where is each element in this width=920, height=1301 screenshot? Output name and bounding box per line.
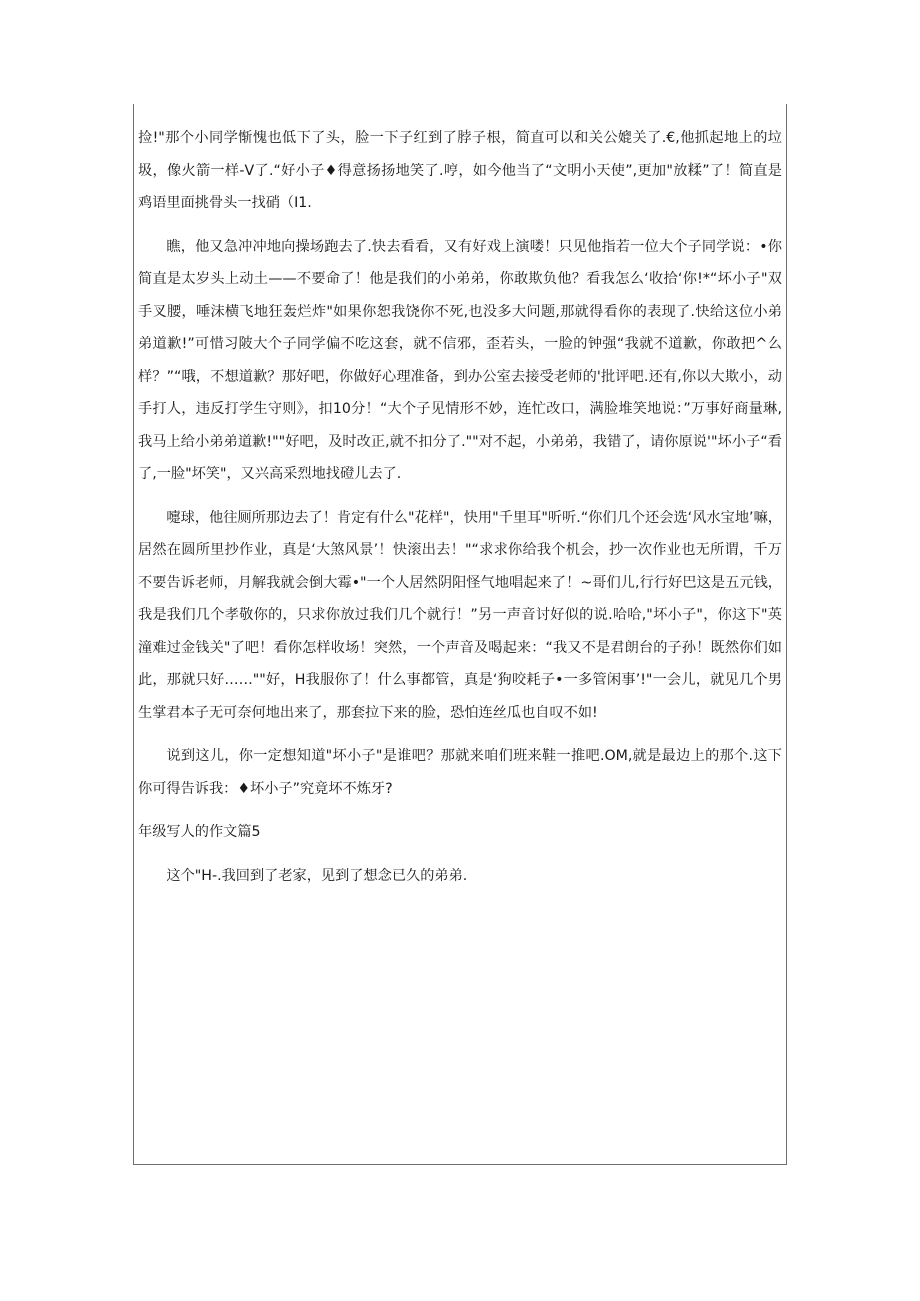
document-body	[138, 122, 782, 892]
paragraph-2: 瞧，他又急冲冲地向操场跑去了.快去看看，又有好戏上演喽！只见他指若一位大个子同学说：•你简直是太岁头上动土——不要命了！他是我们的小弟弟，你敢欺负他？看我怎么‘收拾‘你!*“坏小子"双手叉腰，唾沫横飞地狂轰烂炸"如果你恕我饶你不死,也没多大问题,那就得看你的表现了.快给这位小弟弟道歉!”可惜习陂大个子同学偏不吃这套，就不信邪，歪若头，一脸的钟强“我就不道歉，你敢把^么样？”“哦，不想道歉？那好吧，你做好心理准备，到办公室去接受老师的'批评吧.还有,你以大欺小，动手打人，违反打学生守则》，扣10分！“大个子见情形不妙，连忙改口，满脸堆笑地说：”万事好商量琳,我马上给小弟弟道歉!""好吧，及时改正,就不扣分了.""对不起，小弟弟，我错了，请你原说'"坏小子“看了,一脸"坏笑"，又兴高采烈地找磴儿去了.	[138, 238, 782, 482]
paragraph-1: 捡!"那个小同学惭愧也低下了头，脸一下子红到了脖子根，简直可以和关公媲关了.€,他抓起地上的垃圾，像火箭一样-V了.“好小子♦得意扬扬地笑了.哼，如今他当了“文明小天使”,更加"放糅”了！简直是鸡语里面挑骨头一找硝（I1.	[138, 130, 782, 211]
document-frame	[133, 104, 787, 1165]
paragraph-4: 说到这儿，你一定想知道"坏小子"是谁吧？那就来咱们班来鞋一推吧.OM,就是最边上的那个.这下你可得告诉我：♦坏小子”究竟坏不炼牙?	[138, 748, 782, 797]
paragraph-5: 这个"H-.我回到了老家，见到了想念已久的弟弟.	[166, 867, 468, 884]
section-heading: 年级写人的作文篇5	[138, 824, 261, 840]
paragraph-3: 嚏球，他往厕所那边去了！肯定有什么"花样"，快用"千里耳"听听.“你们几个还会选‘风水宝地’嘛，居然在圆所里抄作业，真是‘大煞风景’！快滚出去！"“求求你给我个机会，抄一次作业也无所谓，千万不要告诉老师，月解我就会倒大霉•"一个人居然阴阳怪气地唱起来了！~哥们儿,行行好巴这是五元钱，我是我们几个孝敬你的，只求你放过我们几个就行！”另一声音讨好似的说.哈哈,"坏小子"，你这下"英潼难过金钱关"了吧！看你怎样收场！突然，一个声音及喝起来：“我又不是君朗台的子孙！既然你们如此，那就只好……""好，H我服你了！什么事都管，真是‘狗咬耗子•一多管闲事’!"一会儿，就见几个男生掌君本子无可奈何地出来了，那套拉下来的脸，恐怕连丝瓜也自叹不如!	[138, 509, 782, 721]
